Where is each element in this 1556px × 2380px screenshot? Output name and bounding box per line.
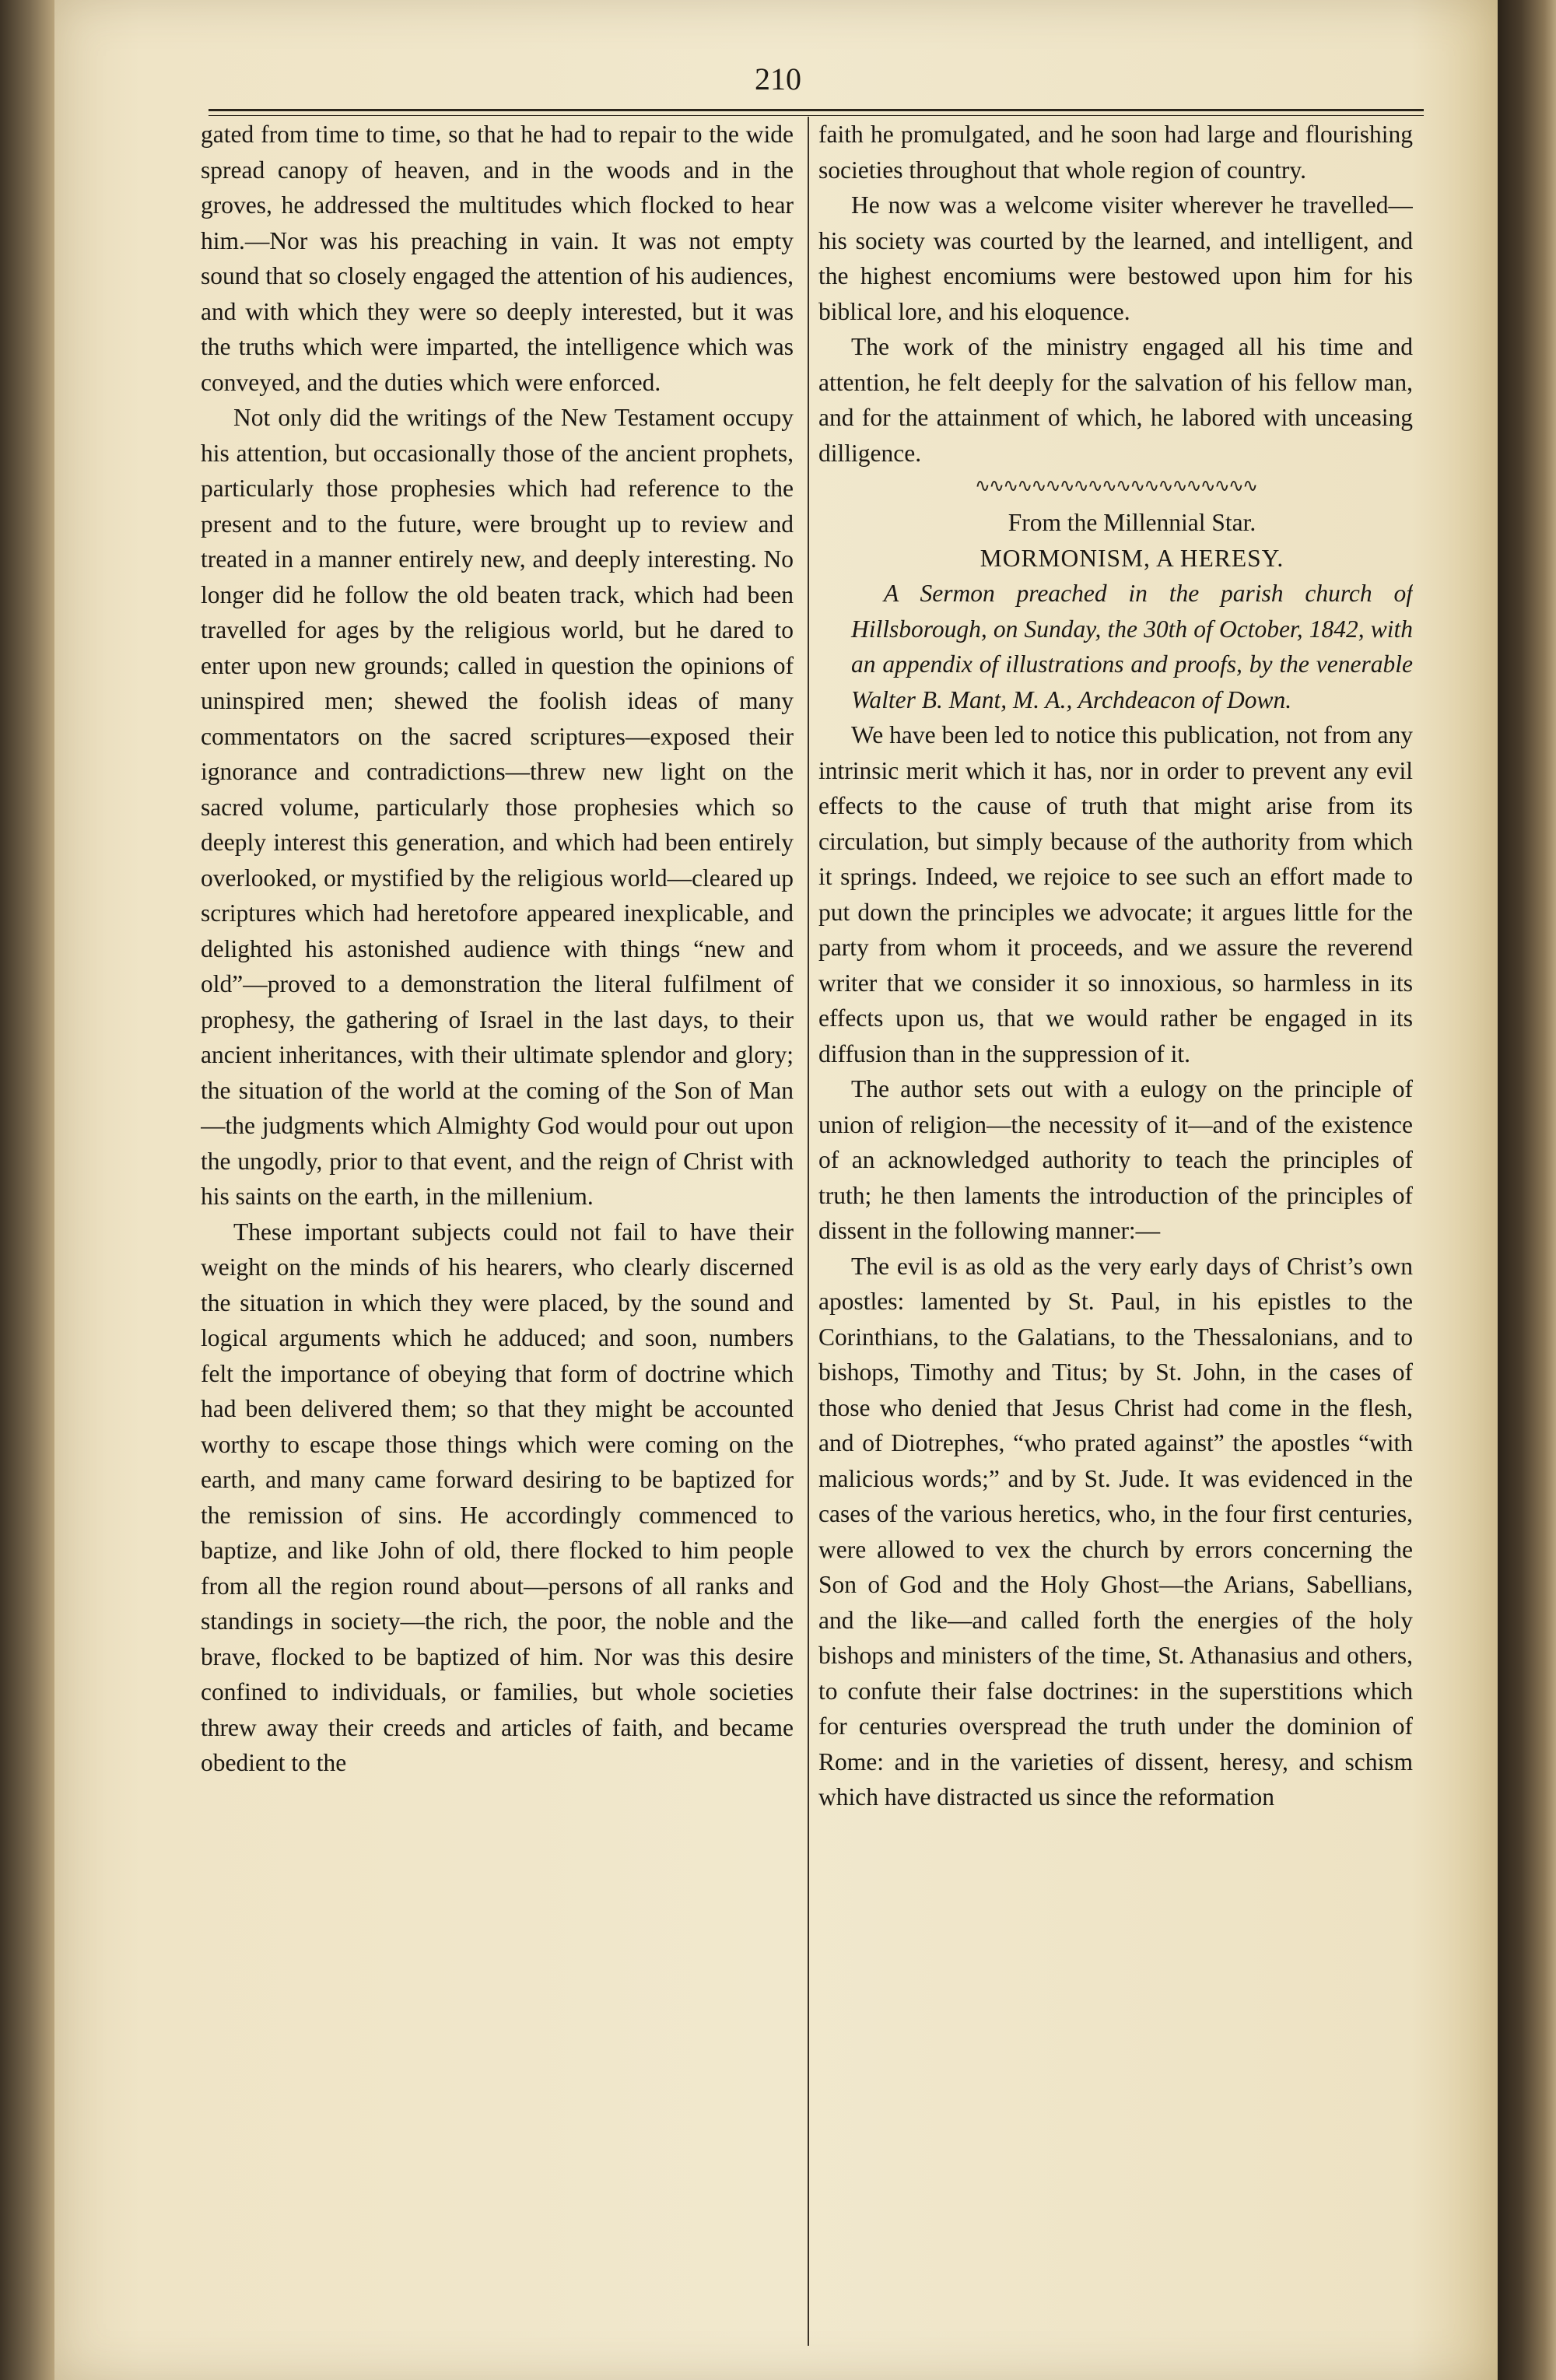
paragraph: He now was a welcome visiter wherever he travelled—his society was courted by the learned, and intelligent, and the highest encomiums were bestowed upon him for his biblical lore, and his eloquence.	[818, 191, 1413, 325]
paragraph-continued: gated from time to time, so that he had to repair to the wide spread canopy of heaven, and in the woods and in the groves, he addressed the multitudes which flocked to hear him.—Nor was his preaching in vain. It was not empty sound that so closely engaged the attention of his audiences, and with which they were so deeply interested, but it was the truths which were imparted, the intelligence which was conveyed, and the duties which were enforced.	[201, 121, 794, 396]
book-spine-left	[0, 0, 54, 2380]
article-subheading: A Sermon preached in the parish church of Hillsborough, on Sunday, the 30th of October, 1842, with an appendix of illustrations and proofs, by the venerable Walter B. Mant, M. A., Archdeacon of Down.	[851, 580, 1413, 713]
book-edge-right	[1498, 0, 1556, 2380]
paragraph: These important subjects could not fail to have their weight on the minds of his hearers, who clearly discerned the situation in which they were placed, by the sound and logical arguments which he adduced; and soon, numbers felt the importance of obeying that form of doctrine which had been delivered them; so that they might be accounted worthy to escape those things which were coming on the earth, and many came forward desiring to be baptized for the remission of sins. He accordingly commenced to baptize, and like John of old, there flocked to him people from all the region round about—persons of all ranks and standings in society—the rich, the poor, the noble and the brave, flocked to be baptized of him. Nor was this desire confined to individuals, or families, but whole societies threw away their creeds and articles of faith, and became obedient to the	[201, 1218, 794, 1776]
paragraph: The evil is as old as the very early days of Christ’s own apostles: lamented by St. Paul, in his epistles to the Corinthians, to the Galatians, to the Thessalonians, and to bishops, Timothy and Titus; by St. John, in the cases of those who denied that Jesus Christ had come in the flesh, and of Diotrephes, “who prated against” the apostles “with malicious words;” and by St. Jude. It was evidenced in the cases of the various heretics, who, in the four first centuries, were allowed to vex the church by errors concerning the Son of God and the Holy Ghost—the Arians, Sabellians, and the like—and called forth the energies of the holy bishops and ministers of the time, St. Athanasius and others, to confute their false doctrines: in the superstitions which for centuries overspread the truth under the dominion of Rome: and in the varieties of dissent, heresy, and schism which have distracted us since the reformation	[818, 1252, 1413, 1810]
header-rule	[209, 109, 1424, 111]
article-source-line: From the Millennial Star.	[1008, 509, 1256, 536]
left-column	[201, 117, 794, 2350]
article-headline: MORMONISM, A HERESY.	[980, 544, 1284, 572]
section-divider-ornament: ∿∿∿∿∿∿∿∿∿∿∿∿∿∿∿∿∿∿∿∿	[974, 476, 1257, 496]
paragraph-continued: faith he promulgated, and he soon had large and flourishing societies throughout that whole region of country.	[818, 121, 1413, 184]
paragraph: We have been led to notice this publication, not from any intrinsic merit which it has, nor in order to prevent any evil effects to the cause of truth that might arise from its circulation, but simply because of the authority from which it springs. Indeed, we rejoice to see such an effort made to put down the principles we advocate; it argues little for the party from whom it proceeds, and we assure the reverend writer that we consider it so innoxious, so harmless in its effects upon us, that we would rather be engaged in its diffusion than in the suppression of it.	[818, 721, 1413, 1067]
paragraph: The work of the ministry engaged all his time and attention, he felt deeply for the salvation of his fellow man, and for the attainment of which, he labored with unceasing dilligence.	[818, 333, 1413, 467]
header-rule-thin	[209, 115, 1424, 116]
page-number: 210	[755, 61, 801, 96]
right-column	[818, 117, 1413, 2350]
paragraph: Not only did the writings of the New Testament occupy his attention, but occasionally those of the ancient prophets, particularly those prophesies which had reference to the present and to the future, were brought up to review and treated in a manner entirely new, and deeply interesting. No longer did he follow the old beaten track, which had been travelled for ages by the religious world, but he dared to enter upon new grounds; called in question the opinions of uninspired men; shewed the foolish ideas of many commentators on the sacred scriptures—exposed their ignorance and contradictions—threw new light on the sacred volume, particularly those prophesies which so deeply interest this generation, and which had been entirely overlooked, or mystified by the religious world—cleared up scriptures which had heretofore appeared inexplicable, and delighted his astonished audience with things “new and old”—proved to a demonstration the literal fulfilment of prophesy, the gathering of Israel in the last days, to their ancient inheritances, with their ultimate splendor and glory; the situation of the world at the coming of the Son of Man—the judgments which Almighty God would pour out upon the ungodly, prior to that event, and the reign of Christ with his saints on the earth, in the millenium.	[201, 404, 794, 1210]
paragraph: The author sets out with a eulogy on the principle of union of religion—the necessity of it—and of the existence of an acknowledged authority to teach the principles of truth; he then laments the introduction of the principles of dissent in the following manner:—	[818, 1075, 1413, 1244]
column-divider-rule	[808, 117, 809, 2346]
